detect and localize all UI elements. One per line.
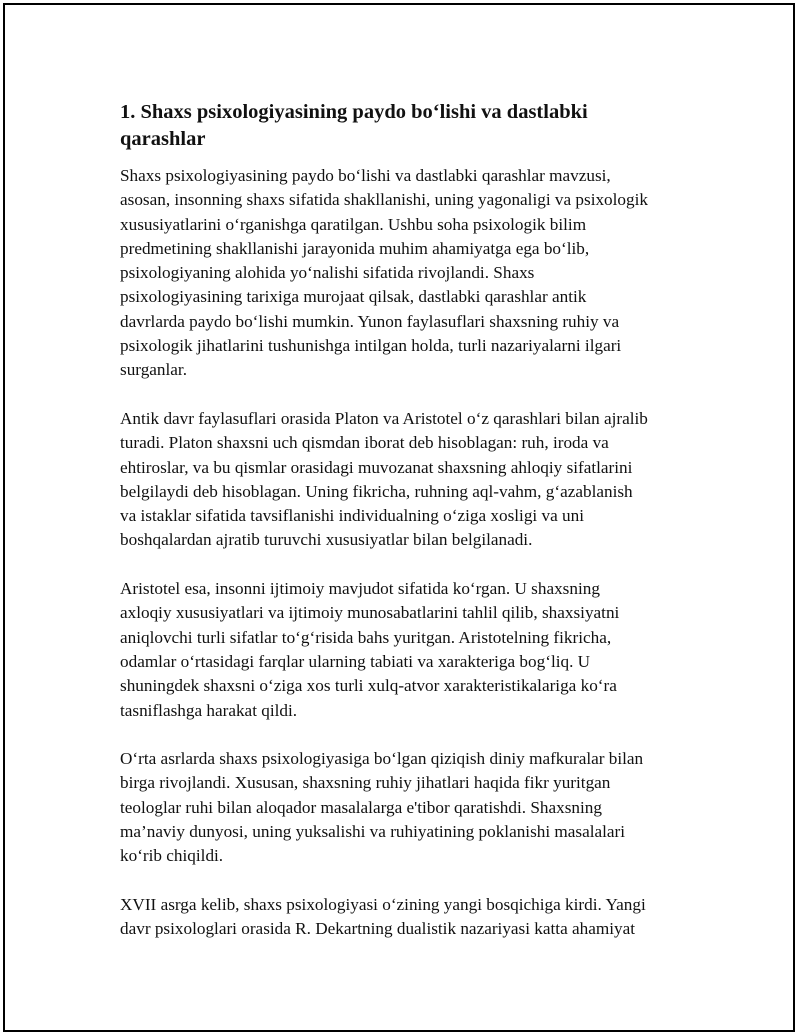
document-body (120, 99, 705, 966)
paragraph-antiquity (120, 407, 705, 553)
text-line: psixologik jihatlarini tushunishga intilgan holda, turli nazariyalarni ilgari (120, 336, 622, 356)
paragraph-intro (120, 164, 705, 383)
text-line: Oʻrta asrlarda shaxs psixologiyasiga boʻlgan qiziqish diniy mafkuralar bilan (120, 749, 644, 769)
text-line: birga rivojlandi. Xususan, shaxsning ruhiy jihatlari haqida fikr yuritgan (120, 773, 611, 793)
paragraph-aristotle (120, 577, 705, 723)
text-line: asosan, insonning shaxs sifatida shakllanishi, uning yagonaligi va psixologik (120, 190, 648, 210)
text-line: axloqiy xususiyatlari va ijtimoiy munosabatlarini tahlil qilib, shaxsiyatni (120, 603, 620, 623)
text-line: psixologiyaning alohida yoʻnalishi sifatida rivojlandi. Shaxs (120, 263, 535, 283)
text-line: koʻrib chiqildi. (120, 846, 224, 866)
heading-line: 1. Shaxs psixologiyasining paydo boʻlishi va dastlabki (120, 101, 588, 123)
text-line: surganlar. (120, 360, 187, 380)
text-line: tasniflashga harakat qildi. (120, 700, 298, 720)
text-line: boshqalardan ajratib turuvchi xususiyatlar bilan belgilanadi. (120, 530, 533, 550)
text-line: predmetining shakllanishi jarayonida muhim ahamiyatga ega boʻlib, (120, 238, 590, 258)
text-line: davr psixologlari orasida R. Dekartning dualistik nazariyasi katta ahamiyat (120, 919, 635, 939)
text-line: aniqlovchi turli sifatlar toʻgʻrisida bahs yuritgan. Aristotelning fikricha, (120, 627, 612, 647)
text-line: Antik davr faylasuflari orasida Platon va Aristotel oʻz qarashlari bilan ajralib (120, 408, 648, 428)
text-line: Aristotel esa, insonni ijtimoiy mavjudot sifatida koʻrgan. U shaxsning (120, 579, 600, 599)
text-line: psixologiyasining tarixiga murojaat qilsak, dastlabki qarashlar antik (120, 287, 587, 307)
text-line: belgilaydi deb hisoblagan. Uning fikricha, ruhning aql-vahm, gʻazablanish (120, 481, 633, 501)
paragraph-middle-ages (120, 747, 705, 868)
heading-line: qarashlar (120, 128, 206, 150)
page-frame (3, 3, 795, 1032)
text-line: shuningdek shaxsni oʻziga xos turli xulq-atvor xarakteristikalariga koʻra (120, 676, 617, 696)
text-line: teologlar ruhi bilan aloqador masalalarga e'tibor qaratishdi. Shaxsning (120, 797, 602, 817)
text-line: ma’naviy dunyosi, uning yuksalishi va ruhiyatining poklanishi masalalari (120, 822, 626, 842)
text-line: xususiyatlarini oʻrganishga qaratilgan. Ushbu soha psixologik bilim (120, 214, 587, 234)
text-line: turadi. Platon shaxsni uch qismdan iborat deb hisoblagan: ruh, iroda va (120, 433, 609, 453)
text-line: ehtiroslar, va bu qismlar orasidagi muvozanat shaxsning ahloqiy sifatlarini (120, 457, 633, 477)
text-line: Shaxs psixologiyasining paydo boʻlishi va dastlabki qarashlar mavzusi, (120, 166, 611, 185)
section-heading (120, 99, 705, 153)
text-line: davrlarda paydo boʻlishi mumkin. Yunon faylasuflari shaxsning ruhiy va (120, 311, 620, 331)
text-line: XVII asrga kelib, shaxs psixologiyasi oʻzining yangi bosqichiga kirdi. Yangi (120, 894, 646, 914)
text-line: odamlar oʻrtasidagi farqlar ularning tabiati va xarakteriga bogʻliq. U (120, 651, 591, 671)
paragraph-17th-century (120, 893, 705, 942)
text-line: va istaklar sifatida tavsiflanishi individualning oʻziga xosligi va uni (120, 506, 584, 526)
